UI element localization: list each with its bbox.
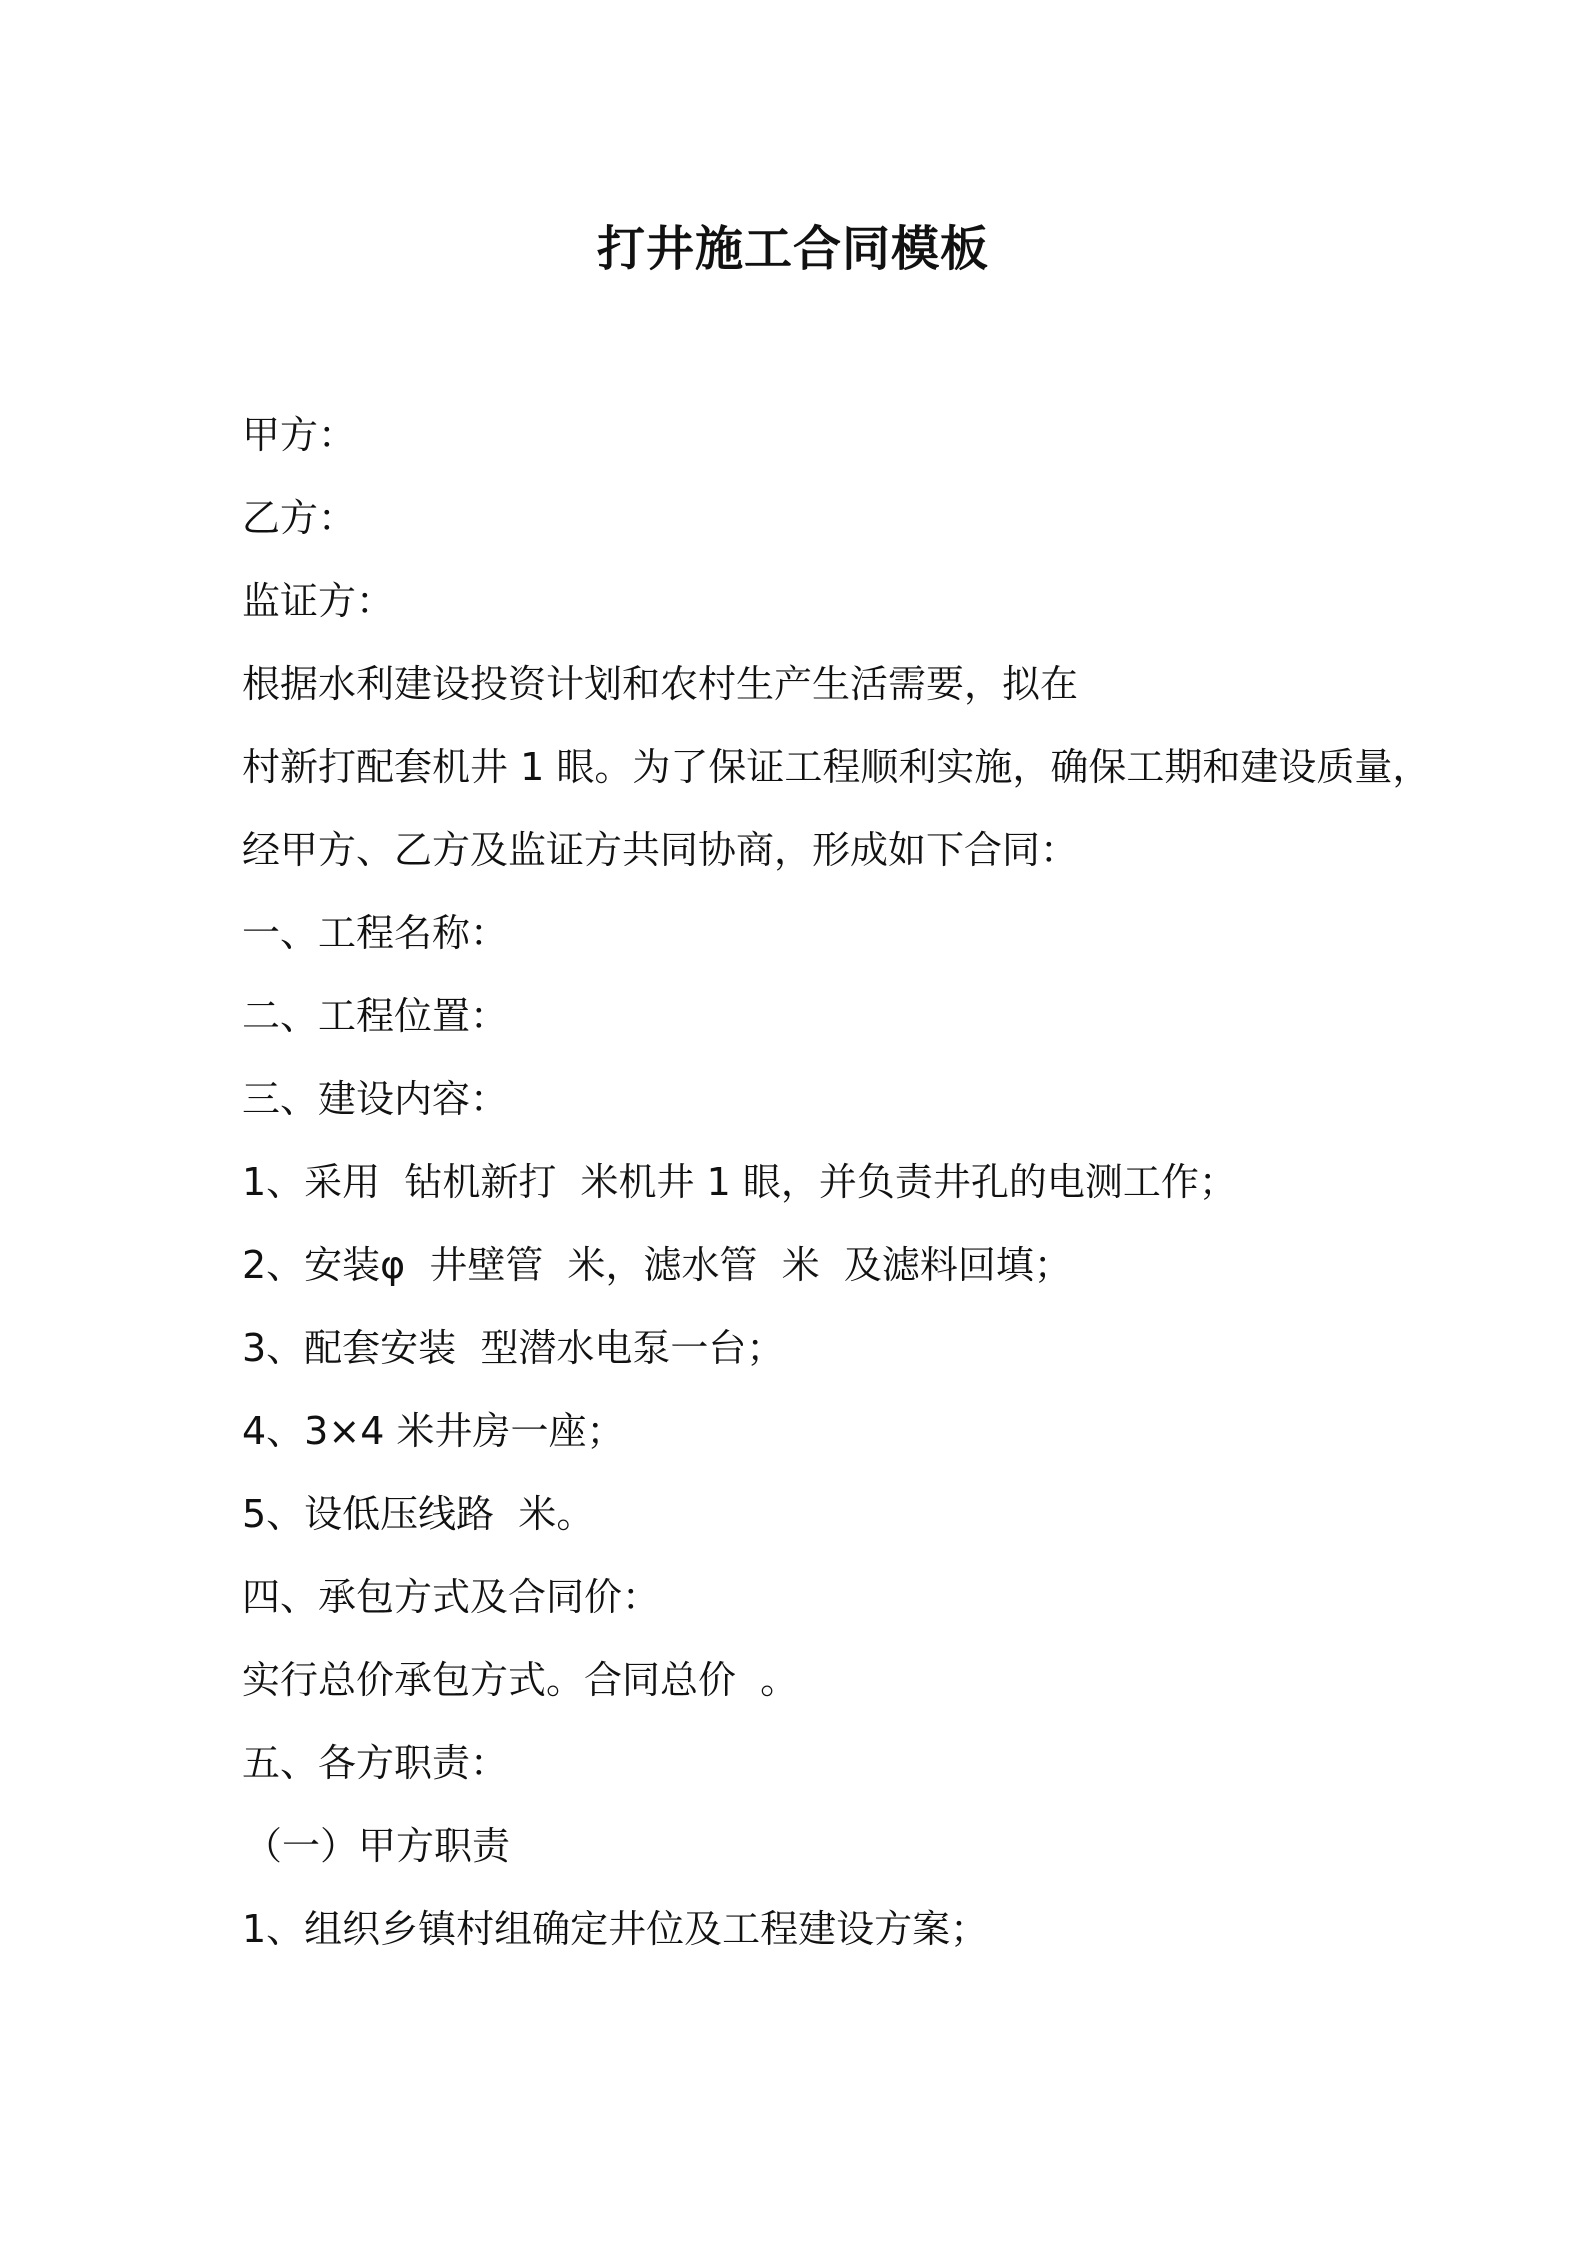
section-3-heading: 三、建设内容： bbox=[242, 1077, 509, 1121]
party-a-duty-item-1: 1、组织乡镇村组确定井位及工程建设方案； bbox=[242, 1907, 989, 1951]
document-title: 打井施工合同模板 bbox=[596, 221, 989, 277]
content-item-5: 5、设低压线路 米。 bbox=[242, 1492, 595, 1536]
content-item-4: 4、3×4 米井房一座； bbox=[242, 1409, 625, 1453]
party-a-duties-heading: （一）甲方职责 bbox=[244, 1824, 511, 1868]
content-item-2: 2、安装φ 井壁管 米，滤水管 米 及滤料回填； bbox=[242, 1243, 1072, 1287]
section-2-heading: 二、工程位置： bbox=[242, 994, 509, 1038]
intro-line-3: 经甲方、乙方及监证方共同协商，形成如下合同： bbox=[242, 828, 1079, 872]
section-4-heading: 四、承包方式及合同价： bbox=[242, 1575, 661, 1619]
content-item-1: 1、采用 钻机新打 米机井 1 眼，并负责井孔的电测工作； bbox=[242, 1160, 1237, 1204]
party-a-line: 甲方： bbox=[242, 413, 357, 457]
content-item-3: 3、配套安装 型潜水电泵一台； bbox=[242, 1326, 785, 1370]
section-1-heading: 一、工程名称： bbox=[242, 911, 509, 955]
intro-line-2: 村新打配套机井 1 眼。为了保证工程顺利实施，确保工期和建设质量， bbox=[242, 745, 1431, 789]
witness-line: 监证方： bbox=[242, 579, 395, 623]
party-b-line: 乙方： bbox=[242, 496, 357, 540]
section-5-heading: 五、各方职责： bbox=[242, 1741, 509, 1785]
contract-price-line: 实行总价承包方式。合同总价 。 bbox=[242, 1658, 799, 1702]
intro-line-1: 根据水利建设投资计划和农村生产生活需要，拟在 bbox=[242, 662, 1079, 706]
